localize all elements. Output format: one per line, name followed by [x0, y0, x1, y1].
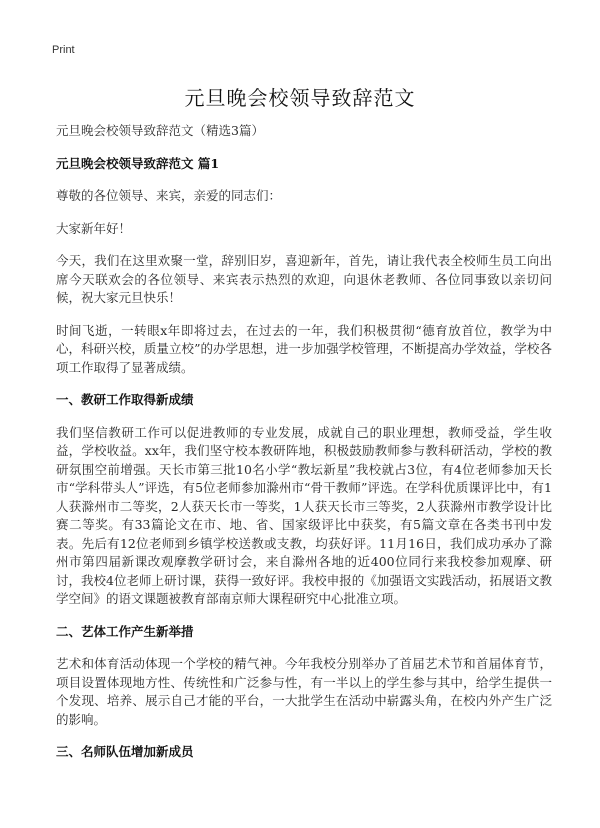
chapter-heading: 元旦晚会校领导致辞范文 篇1 [56, 155, 220, 171]
salutation: 尊敬的各位领导、来宾，亲爱的同志们： [56, 188, 282, 203]
document-body [56, 122, 552, 776]
section-heading-arts: 二、艺体工作产生新举措 [56, 623, 194, 639]
document-title: 元旦晚会校领导致辞范文 [184, 86, 416, 110]
print-link[interactable]: Print [52, 44, 75, 56]
greeting: 大家新年好！ [56, 220, 132, 236]
paragraph-opening: 今天，我们在这里欢聚一堂，辞别旧岁，喜迎新年，首先，请让我代表全校师生员工向出席今天联欢会的各位领导、来宾表示热烈的欢迎，向退休老教师、各位同事致以亲切问候，祝大家元旦快乐！ [56, 253, 552, 305]
paragraph-summary: 时间飞逝，一转眼x年即将过去，在过去的一年，我们积极贯彻“德育放首位，教学为中心，科研兴校，质量立校”的办学思想，进一步加强学校管理，不断提高办学效益，学校各项工作取得了显著成绩。 [56, 322, 552, 375]
section-body-research: 我们坚信教研工作可以促进教师的专业发展，成就自己的职业理想，教师受益，学生收益，学校收益。xx年，我们坚守校本教研阵地，积极鼓励教师参与教科研活动，学校的教研氛围空前增强。天长市第三批10名小学“教坛新星”我校就占3位，有4位老师参加天长市“学科带头人”评选，有5位老师参加滁州市“骨干教师”评选。在学科优质课评比中，有1人获滁州市二等奖，2人获天长市一等奖，1人获天长市三等奖，2人获滁州市教学设计比赛二等奖。有33篇论文在市、地、省、国家级评比中获奖，有5篇文章在各类书刊中发表。先后有12位老师到乡镇学校送教或支教，均获好评。11月16日，我们成功承办了滁州市第四届新课改观摩教学研讨会，来自滁州各地的近400位同行来我校参加观摩、研讨，我校4位老师上研讨课，获得一致好评。我校申报的《加强语文实践活动，拓展语文教学空间》的语文课题被教育部南京师大课程研究中心批准立项。 [56, 424, 552, 606]
section-heading-research: 一、教研工作取得新成绩 [56, 392, 194, 407]
document-subtitle: 元旦晚会校领导致辞范文（精选3篇） [56, 123, 264, 138]
section-body-arts: 艺术和体育活动体现一个学校的精气神。今年我校分别举办了首届艺术节和首届体育节，项目设置体现地方性、传统性和广泛参与性，有一半以上的学生参与其中，给学生提供一个发现、培养、展示自己才能的平台，一大批学生在活动中崭露头角，在校内外产生广泛的影响。 [56, 656, 552, 727]
section-heading-teachers: 三、名师队伍增加新成员 [56, 744, 194, 759]
